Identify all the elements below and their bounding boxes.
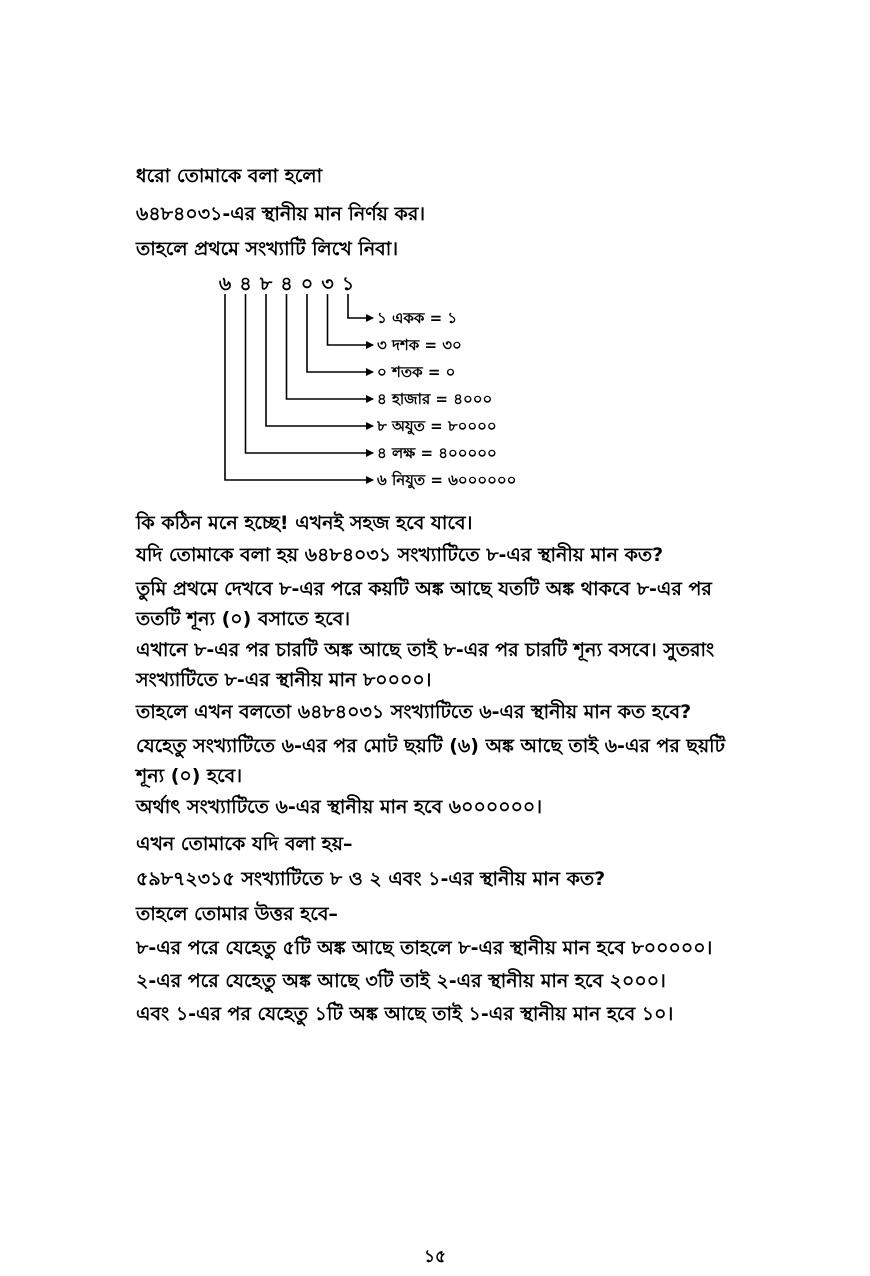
paragraph-6: যেহেতু সংখ্যাটিতে ৬-এর পর মোট ছয়টি (৬) অঙ্ক আছে তাই ৬-এর পর ছয়টি শূন্য (০) হবে। xyxy=(136,735,725,787)
diagram-label: ৪ লক্ষ = ৪০০০০০ xyxy=(377,444,497,462)
diagram-label: ৬ নিযুত = ৬০০০০০০ xyxy=(377,471,517,489)
diagram-arrow xyxy=(307,294,373,372)
paragraph-2: যদি তোমাকে বলা হয় ৬৪৮৪০৩১ সংখ্যাটিতে ৮-এর স্থানীয় মান কত? xyxy=(136,544,664,566)
paragraph-8: এখন তোমাকে যদি বলা হয়– xyxy=(136,833,353,855)
diagram-digit: ১ xyxy=(341,273,355,295)
diagram-arrow xyxy=(348,294,373,318)
diagram-arrow xyxy=(328,294,374,345)
text-line-2: ৬৪৮৪০৩১-এর স্থানীয় মান নির্ণয় কর। xyxy=(136,203,426,225)
paragraph-12: ২-এর পরে যেহেতু অঙ্ক আছে ৩টি তাই ২-এর স্থানীয় মান হবে ২০০০। xyxy=(136,970,666,992)
text-line-1: ধরো তোমাকে বলা হলো xyxy=(136,165,323,187)
diagram-label: ৩ দশক = ৩০ xyxy=(377,336,462,354)
paragraph-4: এখানে ৮-এর পর চারটি অঙ্ক আছে তাই ৮-এর পর চারটি শূন্য বসবে। সুতরাং সংখ্যাটিতে ৮-এর স্থানীয় মান ৮০০০০। xyxy=(136,639,715,691)
diagram-arrow xyxy=(225,294,373,480)
diagram-label: ১ একক = ১ xyxy=(377,309,458,327)
diagram-digit: ০ xyxy=(300,273,314,295)
diagram-digit: ৪ xyxy=(280,273,293,295)
diagram-digit: ৬ xyxy=(218,273,232,295)
diagram-label: ০ শতক = ০ xyxy=(377,363,456,381)
paragraph-5: তাহলে এখন বলতো ৬৪৮৪০৩১ সংখ্যাটিতে ৬-এর স্থানীয় মান কত হবে? xyxy=(136,701,692,723)
paragraph-9: ৫৯৮৭২৩১৫ সংখ্যাটিতে ৮ ও ২ এবং ১-এর স্থানীয় মান কত? xyxy=(136,868,606,890)
diagram-arrow xyxy=(266,294,373,426)
diagram-label: ৮ অযুত = ৮০০০০ xyxy=(377,417,497,435)
diagram-digit: ৪ xyxy=(239,273,252,295)
paragraph-13: এবং ১-এর পর যেহেতু ১টি অঙ্ক আছে তাই ১-এর স্থানীয় মান হবে ১০। xyxy=(136,1003,674,1025)
paragraph-3: তুমি প্রথমে দেখবে ৮-এর পরে কয়টি অঙ্ক আছে যতটি অঙ্ক থাকবে ৮-এর পর ততটি শূন্য (০) বসাতে হবে। xyxy=(136,578,712,630)
place-value-diagram xyxy=(210,272,550,492)
paragraph-10: তাহলে তোমার উত্তর হবে– xyxy=(136,903,338,925)
diagram-arrow xyxy=(287,294,374,399)
paragraph-1: কি কঠিন মনে হচ্ছে! এখনই সহজ হবে যাবে। xyxy=(136,512,473,534)
diagram-label: ৪ হাজার = ৪০০০ xyxy=(377,390,493,408)
paragraph-11: ৮-এর পরে যেহেতু ৫টি অঙ্ক আছে তাহলে ৮-এর স্থানীয় মান হবে ৮০০০০০। xyxy=(136,937,713,959)
text-line-3: তাহলে প্রথমে সংখ্যাটি লিখে নিবা। xyxy=(136,238,399,260)
diagram-digit: ৮ xyxy=(259,273,273,295)
page-number: ১৫ xyxy=(423,1247,447,1267)
diagram-digit: ৩ xyxy=(321,273,334,295)
paragraph-7: অর্থাৎ সংখ্যাটিতে ৬-এর স্থানীয় মান হবে ৬০০০০০০। xyxy=(136,796,543,818)
